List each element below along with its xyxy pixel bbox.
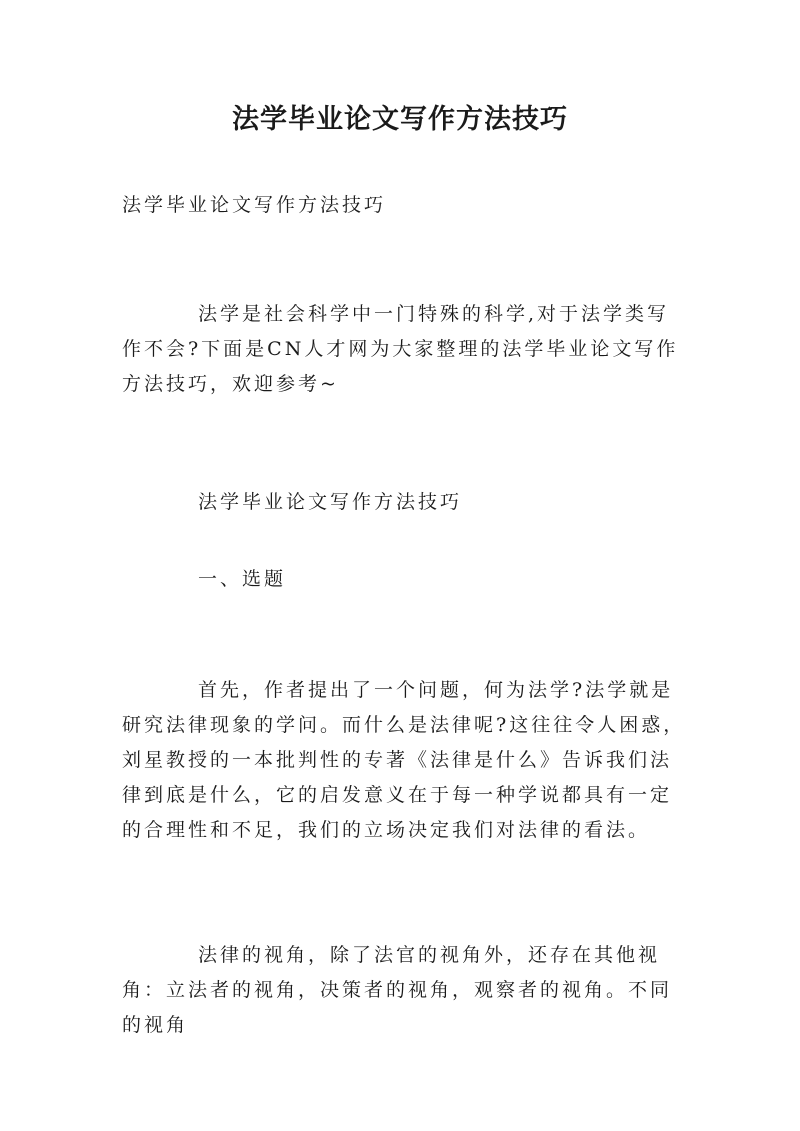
page-title: 法学毕业论文写作方法技巧 <box>232 104 568 135</box>
body-paragraph-2: 法律的视角，除了法官的视角外，还存在其他视角：立法者的视角，决策者的视角，观察者的视角。不同的视角 <box>122 944 673 1036</box>
section-one-heading: 一、选题 <box>198 568 287 590</box>
body-paragraph-1: 首先，作者提出了一个问题，何为法学?法学就是研究法律现象的学问。而什么是法律呢?这往往令人困惑，刘星教授的一本批判性的专著《法律是什么》告诉我们法律到底是什么，它的启发意义在于每一种学说都具有一定的合理性和不足，我们的立场决定我们对法律的看法。 <box>122 679 686 841</box>
section-heading: 法学毕业论文写作方法技巧 <box>198 491 463 513</box>
document-subtitle: 法学毕业论文写作方法技巧 <box>122 194 387 216</box>
intro-paragraph: 法学是社会科学中一门特殊的科学,对于法学类写作不会?下面是CN人才网为大家整理的法学毕业论文写作方法技巧，欢迎参考~ <box>122 303 679 395</box>
